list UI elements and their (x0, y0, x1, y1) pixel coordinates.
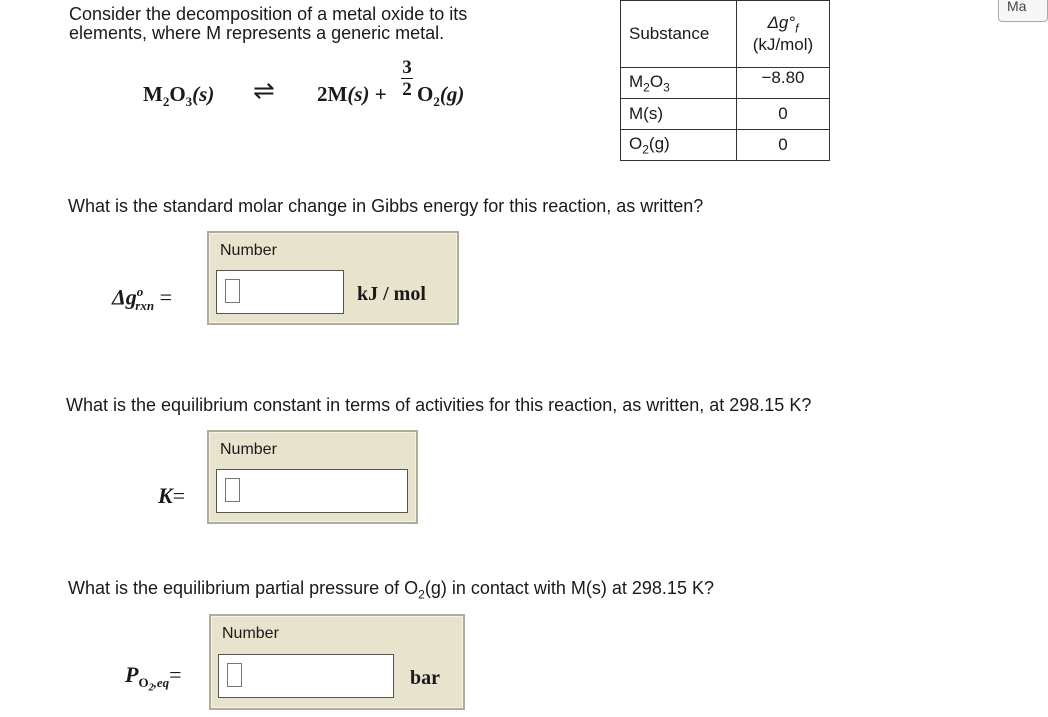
problem-intro (69, 5, 589, 43)
header-dg: $\Delta g^\circ_f$ (kJ/mol) (737, 1, 830, 68)
row-substance: M(s) (621, 99, 737, 130)
delta-g-rxn-label: $\Delta g^o_{rxn}$ = (112, 284, 173, 313)
answer-box-2 (207, 430, 418, 524)
equilibrium-constant-input[interactable] (216, 469, 408, 513)
table-row (621, 68, 830, 99)
thermo-data-table (620, 0, 830, 161)
number-label: Number (220, 441, 277, 458)
reaction-equation: $M_2O_3(s)$ ⇌ 2M(s) + 3 2 $O_2(g)$ (143, 57, 465, 110)
number-label: Number (222, 625, 279, 642)
intro-line-1: Consider the decomposition of a metal oxide to its (69, 4, 468, 24)
unit-kj-mol: kJ / mol (357, 283, 426, 305)
row-substance: $M_2O_3$ (621, 68, 737, 99)
reactant-m: M (143, 82, 163, 106)
row-value: 0 (737, 99, 830, 130)
text-cursor-icon (225, 279, 240, 303)
coefficient-fraction: 3 2 (402, 57, 412, 100)
row-value: −8.80 (737, 68, 830, 99)
header-substance: Substance (621, 1, 737, 68)
partial-pressure-input[interactable] (218, 654, 394, 698)
corner-tab-button[interactable]: Ma (998, 0, 1048, 22)
answer-box-1 (207, 231, 459, 325)
unit-bar: bar (410, 667, 440, 689)
k-label: K= (158, 483, 186, 508)
equilibrium-arrow-icon: ⇌ (253, 76, 275, 105)
table-row (621, 130, 830, 161)
text-cursor-icon (225, 478, 240, 502)
question-3: What is the equilibrium partial pressure of $O_2(g)$ in contact with M(s) at 298.15 K? (68, 578, 714, 602)
intro-line-2: elements, where M represents a generic metal. (69, 23, 445, 43)
text-cursor-icon (227, 663, 242, 687)
number-label: Number (220, 242, 277, 259)
row-substance: $O_2(g)$ (621, 130, 737, 161)
row-value: 0 (737, 130, 830, 161)
answer-box-3 (209, 614, 465, 710)
question-1: What is the standard molar change in Gibbs energy for this reaction, as written? (68, 196, 704, 216)
table-row (621, 99, 830, 130)
gibbs-energy-input[interactable] (216, 270, 344, 314)
question-2: What is the equilibrium constant in terms of activities for this reaction, as written, at 298.15 K? (66, 395, 812, 415)
p-o2-eq-label: $P_{O_2,eq}=$ (125, 662, 182, 694)
